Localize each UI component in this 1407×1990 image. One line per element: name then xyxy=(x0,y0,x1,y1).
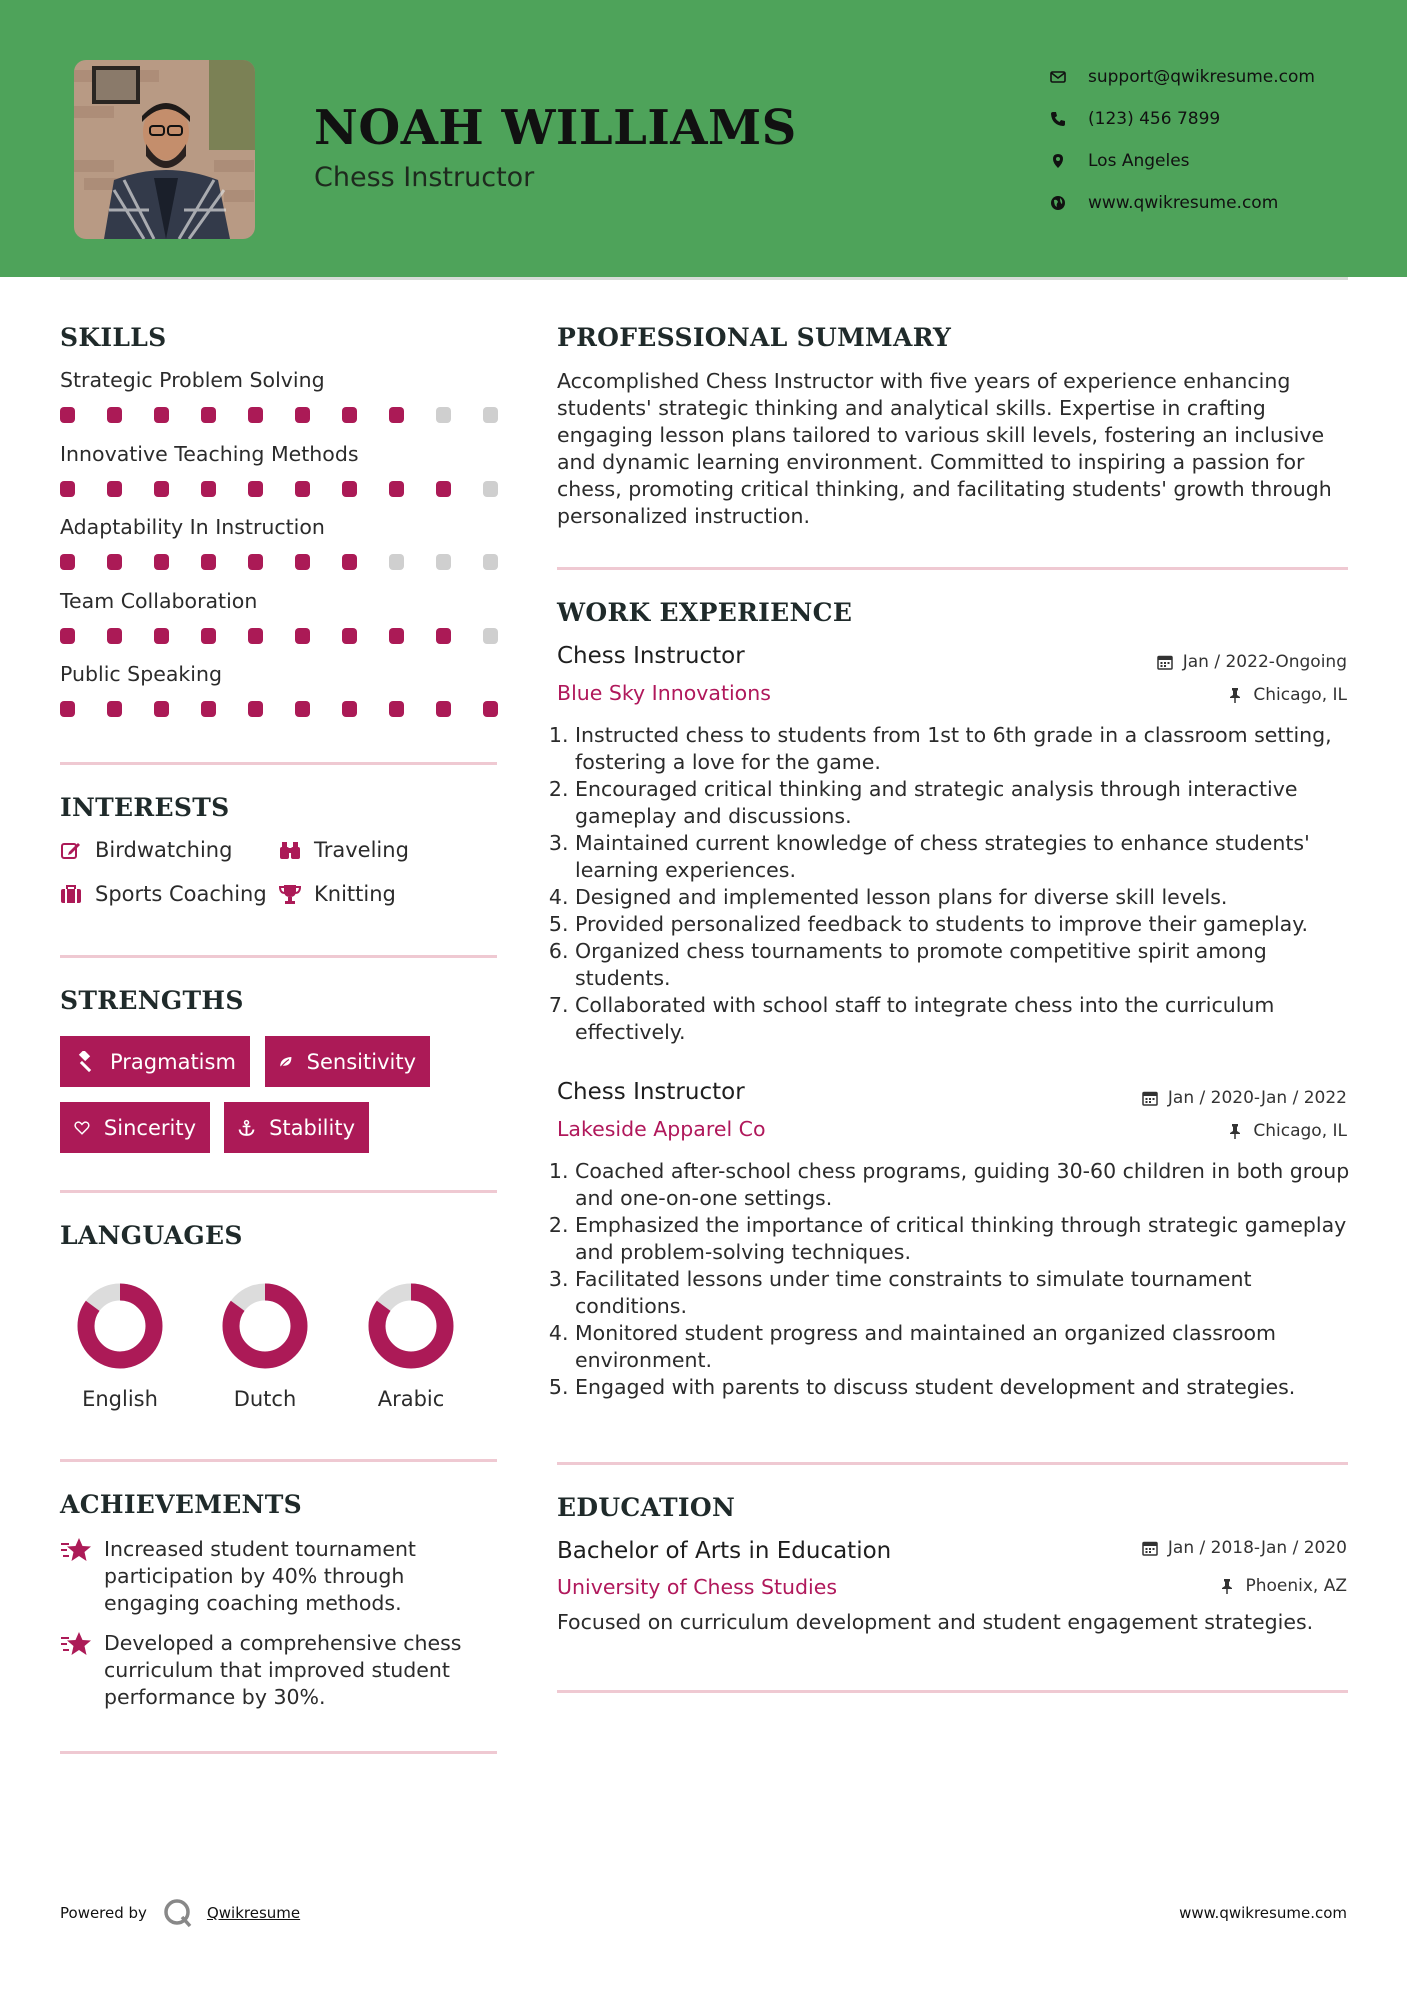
duty-item: 1. Coached after-school chess programs, guiding 30-60 children in both group and one-on-one settings. xyxy=(575,1158,1357,1212)
header-banner xyxy=(0,0,1407,277)
job-location-text: Chicago, IL xyxy=(1253,685,1347,705)
rating-dot-filled xyxy=(107,554,122,570)
duty-item: 4. Designed and implemented lesson plans for diverse skill levels. xyxy=(575,884,1357,911)
skill-rating xyxy=(60,481,530,497)
envelope-icon xyxy=(1050,69,1066,85)
duty-item: 5. Provided personalized feedback to students to improve their gameplay. xyxy=(575,911,1357,938)
rating-dot-filled xyxy=(107,481,122,497)
education-dates-text: Jan / 2018-Jan / 2020 xyxy=(1167,1538,1347,1558)
star-icon xyxy=(60,1536,92,1564)
calendar-icon xyxy=(1142,1540,1158,1556)
duty-item: 5. Engaged with parents to discuss student development and strategies. xyxy=(575,1374,1357,1401)
contact-list xyxy=(1050,56,1315,224)
achievement-item xyxy=(60,1630,500,1711)
rating-dot-filled xyxy=(295,481,310,497)
skills-divider xyxy=(60,762,497,765)
interests-divider xyxy=(60,955,497,958)
interest-label: Birdwatching xyxy=(95,838,233,862)
heart-icon xyxy=(74,1117,90,1139)
rating-dot-filled xyxy=(436,701,451,717)
duty-item: 4. Monitored student progress and maintained an organized classroom environment. xyxy=(575,1320,1357,1374)
leaf-icon xyxy=(279,1051,293,1073)
contact-email-text: support@qwikresume.com xyxy=(1088,67,1315,87)
rating-dot-filled xyxy=(389,481,404,497)
achievements-divider xyxy=(60,1751,497,1754)
interest-item xyxy=(60,838,232,862)
map-pin-icon xyxy=(1050,153,1066,169)
strengths-divider xyxy=(60,1190,497,1193)
language-label: Arabic xyxy=(377,1387,445,1411)
contact-website-text: www.qwikresume.com xyxy=(1088,193,1279,213)
education-dates xyxy=(1142,1538,1347,1558)
job-title: Chess Instructor xyxy=(557,1079,745,1105)
skill-rating xyxy=(60,554,530,570)
strengths-title: STRENGTHS xyxy=(60,986,244,1015)
rating-dot-filled xyxy=(342,481,357,497)
rating-dot-filled xyxy=(295,554,310,570)
skill-name: Innovative Teaching Methods xyxy=(60,441,359,466)
job-dates-text: Jan / 2020-Jan / 2022 xyxy=(1167,1088,1347,1108)
job-location xyxy=(1227,685,1347,705)
experience-title: WORK EXPERIENCE xyxy=(557,598,853,627)
globe-icon xyxy=(1050,195,1066,211)
rating-dot-filled xyxy=(436,628,451,644)
rating-dot-filled xyxy=(436,481,451,497)
job-dates xyxy=(1142,1088,1347,1108)
powered-by-label: Powered by xyxy=(60,1904,147,1922)
footer-website[interactable]: www.qwikresume.com xyxy=(1179,1904,1347,1922)
language-ring xyxy=(366,1281,456,1371)
rating-dot-empty xyxy=(483,628,498,644)
rating-dot-filled xyxy=(154,628,169,644)
rating-dot-empty xyxy=(483,481,498,497)
rating-dot-empty xyxy=(483,554,498,570)
education-divider xyxy=(557,1690,1348,1693)
job-duties xyxy=(557,722,1357,1046)
strength-label: Pragmatism xyxy=(110,1049,236,1074)
interests-title: INTERESTS xyxy=(60,793,230,822)
rating-dot-filled xyxy=(295,407,310,423)
rating-dot-filled xyxy=(295,701,310,717)
rating-dot-filled xyxy=(60,481,75,497)
education-location-text: Phoenix, AZ xyxy=(1245,1576,1347,1596)
header-divider xyxy=(60,277,1348,280)
rating-dot-filled xyxy=(248,628,263,644)
rating-dot-filled xyxy=(248,701,263,717)
rating-dot-filled xyxy=(154,407,169,423)
star-icon xyxy=(60,1630,92,1658)
rating-dot-filled xyxy=(248,481,263,497)
rating-dot-filled xyxy=(248,554,263,570)
rating-dot-filled xyxy=(201,701,216,717)
duty-item: 2. Emphasized the importance of critical thinking through strategic gameplay and problem-solving techniques. xyxy=(575,1212,1357,1266)
skills-title: SKILLS xyxy=(60,323,167,352)
experience-divider xyxy=(557,1462,1348,1465)
duty-item: 3. Maintained current knowledge of chess strategies to enhance students' learning experiences. xyxy=(575,830,1357,884)
summary-title: PROFESSIONAL SUMMARY xyxy=(557,323,952,352)
skill-rating xyxy=(60,701,530,717)
job-location xyxy=(1227,1121,1347,1141)
education-school: University of Chess Studies xyxy=(557,1575,838,1599)
candidate-name: NOAH WILLIAMS xyxy=(314,100,797,156)
binoculars-icon xyxy=(279,839,301,861)
job-company: Lakeside Apparel Co xyxy=(557,1117,766,1141)
rating-dot-filled xyxy=(60,628,75,644)
interest-label: Knitting xyxy=(314,882,396,906)
contact-website[interactable] xyxy=(1050,182,1315,224)
summary-text: Accomplished Chess Instructor with five years of experience enhancing students' strategic thinking and analytical skills. Expertise in crafting engaging lesson plans tailored to various skill levels, fostering an inclusive and dynamic learning environment. Committed to inspiring a passion for chess, promoting critical thinking, and facilitating students' growth through personalized instruction. xyxy=(557,369,1332,528)
strength-chip xyxy=(265,1036,430,1087)
pushpin-icon xyxy=(1219,1578,1235,1594)
profile-photo xyxy=(74,60,255,239)
contact-email[interactable] xyxy=(1050,56,1315,98)
languages-title: LANGUAGES xyxy=(60,1221,243,1250)
rating-dot-filled xyxy=(201,554,216,570)
interest-item xyxy=(279,882,396,906)
skill-name: Team Collaboration xyxy=(60,588,258,613)
duty-item: 3. Facilitated lessons under time constraints to simulate tournament conditions. xyxy=(575,1266,1357,1320)
contact-location xyxy=(1050,140,1315,182)
skill-rating xyxy=(60,628,530,644)
job-duties xyxy=(557,1158,1357,1401)
footer-powered-by xyxy=(60,1898,300,1928)
interest-item xyxy=(60,882,267,906)
qwikresume-link[interactable]: Qwikresume xyxy=(206,1904,301,1922)
strength-label: Sensitivity xyxy=(306,1049,416,1074)
rating-dot-filled xyxy=(201,628,216,644)
education-description: Focused on curriculum development and student engagement strategies. xyxy=(557,1610,1314,1634)
rating-dot-filled xyxy=(389,628,404,644)
gavel-icon xyxy=(74,1051,96,1073)
calendar-icon xyxy=(1142,1090,1158,1106)
education-title: EDUCATION xyxy=(557,1493,736,1522)
rating-dot-filled xyxy=(483,701,498,717)
pushpin-icon xyxy=(1227,687,1243,703)
rating-dot-filled xyxy=(342,628,357,644)
calendar-icon xyxy=(1157,654,1173,670)
rating-dot-filled xyxy=(342,701,357,717)
job-company: Blue Sky Innovations xyxy=(557,681,771,705)
rating-dot-filled xyxy=(389,701,404,717)
rating-dot-filled xyxy=(201,407,216,423)
rating-dot-filled xyxy=(107,407,122,423)
rating-dot-filled xyxy=(154,554,169,570)
rating-dot-filled xyxy=(60,701,75,717)
skill-rating xyxy=(60,407,530,423)
duty-item: 2. Encouraged critical thinking and strategic analysis through interactive gameplay and discussions. xyxy=(575,776,1357,830)
phone-icon xyxy=(1050,111,1066,127)
duty-item: 1. Instructed chess to students from 1st to 6th grade in a classroom setting, fostering a love for the game. xyxy=(575,722,1357,776)
rating-dot-filled xyxy=(342,407,357,423)
rating-dot-empty xyxy=(389,554,404,570)
rating-dot-empty xyxy=(483,407,498,423)
job-title: Chess Instructor xyxy=(557,643,745,669)
rating-dot-empty xyxy=(436,407,451,423)
interest-label: Traveling xyxy=(314,838,409,862)
strength-label: Sincerity xyxy=(103,1115,196,1140)
skill-name: Strategic Problem Solving xyxy=(60,368,325,392)
education-degree: Bachelor of Arts in Education xyxy=(557,1538,892,1564)
summary-divider xyxy=(557,567,1348,570)
duty-item: 7. Collaborated with school staff to integrate chess into the curriculum effectively. xyxy=(575,992,1357,1046)
interest-label: Sports Coaching xyxy=(95,882,267,906)
rating-dot-filled xyxy=(154,701,169,717)
job-dates-text: Jan / 2022-Ongoing xyxy=(1182,652,1347,672)
rating-dot-filled xyxy=(107,701,122,717)
trophy-icon xyxy=(279,883,301,905)
candidate-role: Chess Instructor xyxy=(314,162,535,193)
interest-item xyxy=(279,838,409,862)
contact-location-text: Los Angeles xyxy=(1088,151,1190,171)
duty-item: 6. Organized chess tournaments to promote competitive spirit among students. xyxy=(575,938,1357,992)
qwikresume-logo-icon xyxy=(163,1898,193,1928)
strength-chip xyxy=(224,1102,369,1153)
rating-dot-filled xyxy=(295,628,310,644)
strength-label: Stability xyxy=(269,1115,355,1140)
language-label: Dutch xyxy=(233,1387,297,1411)
achievement-text: Increased student tournament participation by 40% through engaging coaching methods. xyxy=(104,1537,416,1615)
contact-phone[interactable] xyxy=(1050,98,1315,140)
rating-dot-filled xyxy=(201,481,216,497)
job-location-text: Chicago, IL xyxy=(1253,1121,1347,1141)
achievement-item xyxy=(60,1536,500,1617)
education-location xyxy=(1219,1576,1347,1596)
anchor-icon xyxy=(238,1117,255,1139)
strength-chip xyxy=(60,1102,210,1153)
rating-dot-filled xyxy=(60,407,75,423)
languages-divider xyxy=(60,1459,497,1462)
pushpin-icon xyxy=(1227,1123,1243,1139)
rating-dot-filled xyxy=(248,407,263,423)
achievement-text: Developed a comprehensive chess curriculum that improved student performance by 30%. xyxy=(104,1631,462,1709)
contact-phone-text: (123) 456 7899 xyxy=(1088,109,1221,129)
rating-dot-filled xyxy=(154,481,169,497)
language-ring xyxy=(75,1281,165,1371)
rating-dot-filled xyxy=(389,407,404,423)
skill-name: Adaptability In Instruction xyxy=(60,515,325,539)
rating-dot-empty xyxy=(436,554,451,570)
language-ring xyxy=(220,1281,310,1371)
skill-name: Public Speaking xyxy=(60,662,222,686)
rating-dot-filled xyxy=(60,554,75,570)
job-dates xyxy=(1157,652,1347,672)
language-label: English xyxy=(82,1387,158,1411)
briefcase-icon xyxy=(60,883,82,905)
rating-dot-filled xyxy=(107,628,122,644)
achievements-title: ACHIEVEMENTS xyxy=(60,1490,302,1519)
edit-icon xyxy=(60,839,82,861)
strength-chip xyxy=(60,1036,250,1087)
rating-dot-filled xyxy=(342,554,357,570)
